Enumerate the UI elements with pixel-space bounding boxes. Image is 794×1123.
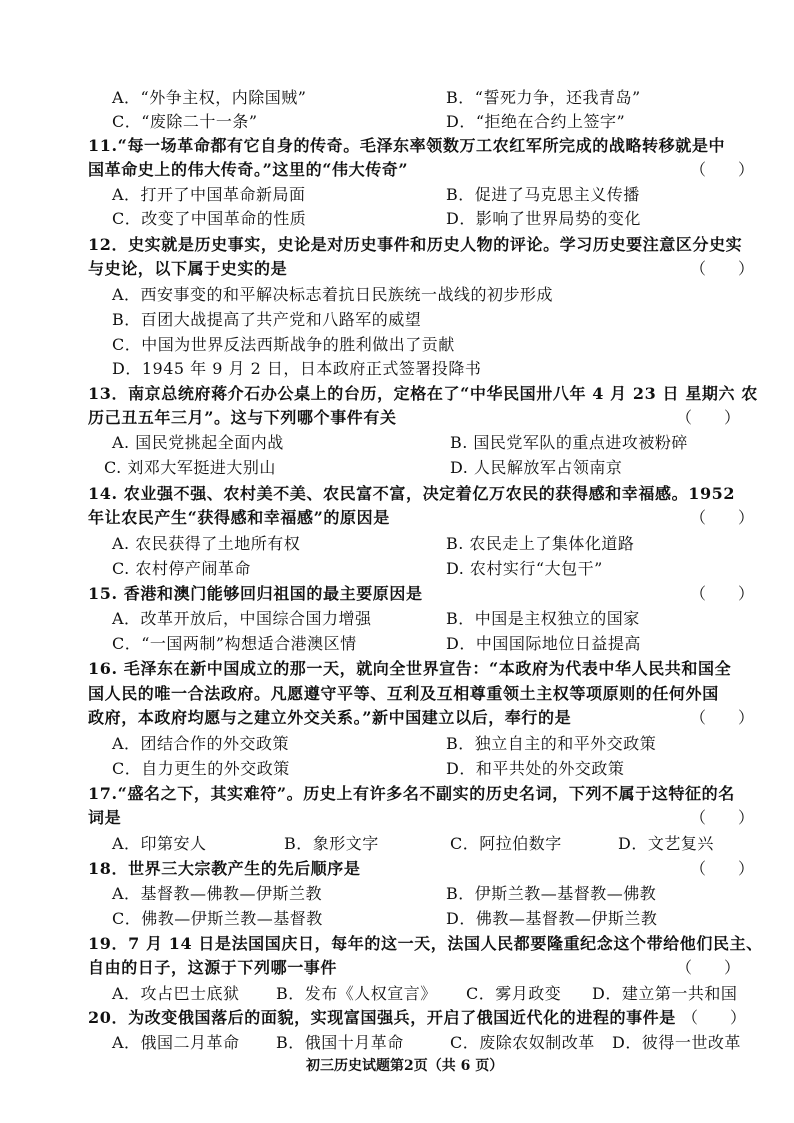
answer-blank-13[interactable]: （ ） [676, 408, 741, 427]
q18-option-a: A．基督教—佛教—伊斯兰教 [112, 884, 323, 903]
q14-option-c: C. 农村停产闹革命 [112, 559, 251, 578]
q19-option-d: D．建立第一共和国 [592, 984, 738, 1003]
q17-option-b: B．象形文字 [284, 834, 379, 853]
question-12-line-1: 12．史实就是历史事实，史论是对历史事件和历史人物的评论。学习历史要注意区分史实 [88, 235, 743, 254]
q12-option-b: B．百团大战提高了共产党和八路军的威望 [112, 310, 422, 329]
q19-option-a: A．攻占巴士底狱 [112, 984, 240, 1003]
q14-option-a: A. 农民获得了土地所有权 [112, 534, 301, 553]
q18-option-c: C．佛教—伊斯兰教—基督教 [112, 909, 323, 928]
answer-blank-15[interactable]: （ ） [690, 584, 755, 603]
question-19-line-2: 自由的日子，这源于下列哪一事件 [88, 958, 338, 977]
q20-option-b: B．俄国十月革命 [276, 1033, 404, 1052]
q13-option-a: A. 国民党挑起全面内战 [112, 433, 284, 452]
question-18-line-1: 18．世界三大宗教产生的先后顺序是 [88, 859, 361, 878]
q20-option-d: D．彼得一世改革 [612, 1033, 741, 1052]
q19-option-c: C．雾月政变 [466, 984, 562, 1003]
question-16-line-2: 国人民的唯一合法政府。凡愿遵守平等、互利及互相尊重领土主权等项原则的任何外国 [88, 684, 719, 703]
q15-option-d: D．中国国际地位日益提高 [446, 634, 641, 653]
question-13-line-2: 历己丑五年三月”。这与下列哪个事件有关 [88, 408, 397, 427]
question-16-line-1: 16. 毛泽东在新中国成立的那一天，就向全世界宣告：“本政府为代表中华人民共和国全 [88, 659, 732, 678]
q17-option-c: C．阿拉伯数字 [450, 834, 562, 853]
question-17-line-2: 词是 [88, 808, 122, 827]
q12-option-d: D．1945 年 9 月 2 日，日本政府正式签署投降书 [112, 359, 482, 378]
q14-option-b: B. 农民走上了集体化道路 [446, 534, 635, 553]
q11-option-d: D．影响了世界局势的变化 [446, 209, 641, 228]
answer-blank-16[interactable]: （ ） [690, 708, 755, 727]
answer-blank-14[interactable]: （ ） [690, 508, 755, 527]
answer-blank-19[interactable]: （ ） [676, 958, 741, 977]
q19-option-b: B．发布《人权宣言》 [276, 984, 437, 1003]
answer-blank-18[interactable]: （ ） [690, 859, 755, 878]
q15-option-b: B．中国是主权独立的国家 [446, 609, 640, 628]
q16-option-b: B．独立自主的和平外交政策 [446, 734, 657, 753]
prev-option-c: C．“废除二十一条” [112, 112, 258, 131]
question-16-line-3: 政府，本政府均愿与之建立外交关系。”新中国建立以后，奉行的是 [88, 708, 572, 727]
question-19-line-1: 19．7 月 14 日是法国国庆日，每年的这一天，法国人民都要隆重纪念这个带给他们民主、 [88, 934, 763, 953]
q13-option-b: B. 国民党军队的重点进攻被粉碎 [450, 433, 688, 452]
page-footer: 初三历史试题第2页（共 6 页） [306, 1058, 504, 1074]
q14-option-d: D. 农村实行“大包干” [446, 559, 603, 578]
q13-option-d: D. 人民解放军占领南京 [450, 458, 623, 477]
prev-option-a: A．“外争主权，内除国贼” [112, 88, 307, 107]
q11-option-a: A．打开了中国革命新局面 [112, 185, 306, 204]
question-14-line-1: 14. 农业强不强、农村美不美、农民富不富，决定着亿万农民的获得感和幸福感。1952 [88, 484, 736, 503]
q16-option-a: A．团结合作的外交政策 [112, 734, 290, 753]
question-13-line-1: 13．南京总统府蒋介石办公桌上的台历，定格在了“中华民国卅八年 4 月 23 日 星期六 农 [88, 384, 758, 403]
prev-option-b: B．“誓死力争，还我青岛” [446, 88, 641, 107]
q16-option-d: D．和平共处的外交政策 [446, 759, 625, 778]
question-15-line-1: 15. 香港和澳门能够回归祖国的最主要原因是 [88, 584, 423, 603]
q16-option-c: C．自力更生的外交政策 [112, 759, 290, 778]
q18-option-d: D．佛教—基督教—伊斯兰教 [446, 909, 658, 928]
answer-blank-12[interactable]: （ ） [690, 259, 755, 278]
answer-blank-17[interactable]: （ ） [690, 808, 755, 827]
question-12-line-2: 与史论，以下属于史实的是 [88, 259, 288, 278]
q11-option-b: B．促进了马克思主义传播 [446, 185, 640, 204]
answer-blank-11[interactable]: （ ） [690, 160, 755, 179]
q20-option-c: C．废除农奴制改革 [450, 1033, 595, 1052]
question-17-line-1: 17.“盛名之下，其实难符”。历史上有许多名不副实的历史名词，下列不属于这特征的名 [88, 784, 735, 803]
q15-option-c: C．“一国两制”构想适合港澳区情 [112, 634, 357, 653]
q17-option-d: D．文艺复兴 [618, 834, 714, 853]
answer-blank-20[interactable]: （ ） [682, 1008, 747, 1027]
question-11-line-2: 国革命史上的伟大传奇。”这里的“伟大传奇” [88, 160, 409, 179]
q17-option-a: A．印第安人 [112, 834, 207, 853]
prev-option-d: D．“拒绝在合约上签字” [446, 112, 626, 131]
question-11-line-1: 11.“每一场革命都有它自身的传奇。毛泽东率领数万工农红军所完成的战略转移就是中 [88, 136, 726, 155]
question-14-line-2: 年让农民产生“获得感和幸福感”的原因是 [88, 508, 390, 527]
q20-option-a: A．俄国二月革命 [112, 1033, 240, 1052]
q15-option-a: A．改革开放后，中国综合国力增强 [112, 609, 372, 628]
q11-option-c: C．改变了中国革命的性质 [112, 209, 307, 228]
q13-option-c: C. 刘邓大军挺进大别山 [104, 458, 276, 477]
q12-option-a: A．西安事变的和平解决标志着抗日民族统一战线的初步形成 [112, 285, 554, 304]
question-20-line-1: 20．为改变俄国落后的面貌，实现富国强兵，开启了俄国近代化的进程的事件是 [88, 1008, 676, 1027]
q12-option-c: C．中国为世界反法西斯战争的胜利做出了贡献 [112, 335, 455, 354]
q18-option-b: B．伊斯兰教—基督教—佛教 [446, 884, 657, 903]
